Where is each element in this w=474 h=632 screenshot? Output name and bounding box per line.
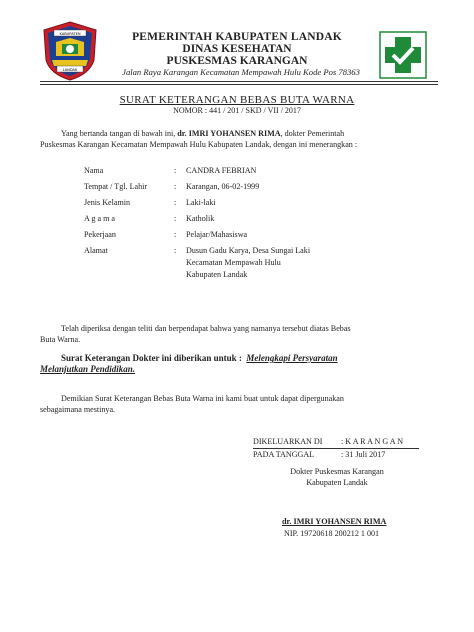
header-government: PEMERINTAH KABUPATEN LANDAK — [132, 31, 342, 43]
intro-line2: Puskesmas Karangan Kecamatan Mempawah Hulu Kabupaten Landak, dengan ini menerangkan : — [40, 140, 358, 149]
field-label-occupation: Pekerjaan — [84, 230, 116, 239]
header-department: DINAS KESEHATAN — [182, 43, 292, 55]
closing-line2: sebagaimana mestinya. — [40, 405, 116, 414]
svg-text:LANDAK: LANDAK — [62, 68, 78, 72]
intro-paragraph — [61, 128, 344, 139]
header-address: Jalan Raya Karangan Kecamatan Mempawah Hulu Kode Pos 78363 — [122, 67, 360, 77]
field-label-gender: Jenis Kelamin — [84, 198, 131, 207]
field-value-ttl: Karangan, 06-02-1999 — [186, 182, 260, 191]
field-colon: : — [174, 214, 177, 223]
signatory-nip: NIP. 19720618 200212 1 001 — [284, 529, 380, 538]
field-value-address-line3: Kabupaten Landak — [186, 270, 248, 279]
field-colon: : — [174, 198, 177, 207]
purpose-value: Melengkapi Persyaratan — [246, 353, 338, 363]
closing-paragraph — [40, 393, 344, 415]
field-colon: : — [174, 182, 177, 191]
svg-text:KABUPATEN: KABUPATEN — [59, 32, 81, 36]
intro-post: , dokter Pemerintah — [280, 129, 345, 138]
examination-line2: Buta Warna. — [40, 335, 81, 344]
field-value-occupation: Pelajar/Mahasiswa — [186, 230, 248, 239]
signatory-name: dr. IMRI YOHANSEN RIMA — [282, 517, 387, 526]
examination-statement — [40, 323, 351, 345]
field-value-address-line2: Kecamatan Mempawah Hulu — [186, 258, 281, 267]
field-value-nama: CANDRA FEBRIAN — [186, 166, 257, 175]
document-title: SURAT KETERANGAN BEBAS BUTA WARNA — [119, 94, 355, 106]
issued-place-value: : K A R A N G A N — [341, 437, 404, 446]
header-divider-thin — [40, 84, 438, 85]
purpose-statement — [61, 353, 338, 363]
purpose-label: Surat Keterangan Dokter ini diberikan untuk : — [61, 353, 242, 363]
header-divider — [40, 81, 438, 82]
signatory-role-line2: Kabupaten Landak — [306, 478, 368, 487]
field-colon: : — [174, 230, 177, 239]
field-colon: : — [174, 246, 177, 255]
closing-line1: Demikian Surat Keterangan Bebas Buta Warna ini kami buat untuk dapat dipergunakan — [61, 394, 344, 403]
doctor-name: dr. IMRI YOHANSEN RIMA — [177, 129, 281, 138]
signatory-role-line1: Dokter Puskesmas Karangan — [290, 467, 384, 476]
field-colon: : — [174, 166, 177, 175]
intro-pre: Yang bertanda tangan di bawah ini, — [61, 129, 176, 138]
document-number: NOMOR : 441 / 201 / SKD / VII / 2017 — [173, 106, 301, 115]
field-label-ttl: Tempat / Tgl. Lahir — [84, 182, 148, 191]
signatory-role — [262, 466, 412, 488]
examination-line1: Telah diperiksa dengan teliti dan berpendapat bahwa yang namanya tersebut diatas Bebas — [61, 324, 351, 333]
issued-divider — [253, 448, 419, 449]
issued-place-label: DIKELUARKAN DI — [253, 437, 323, 446]
field-value-gender: Laki-laki — [186, 198, 216, 207]
header-puskesmas: PUSKESMAS KARANGAN — [166, 55, 308, 67]
field-value-address: Dusun Gadu Karya, Desa Sungai Laki — [186, 246, 311, 255]
field-value-religion: Katholik — [186, 214, 215, 223]
field-label-religion: A g a m a — [84, 214, 116, 223]
field-label-address: Alamat — [84, 246, 108, 255]
issued-date-label: PADA TANGGAL — [253, 450, 315, 459]
purpose-value-line2: Melanjutkan Pendidikan. — [40, 364, 136, 374]
field-label-nama: Nama — [84, 166, 104, 175]
issued-date-value: : 31 Juli 2017 — [341, 450, 386, 459]
